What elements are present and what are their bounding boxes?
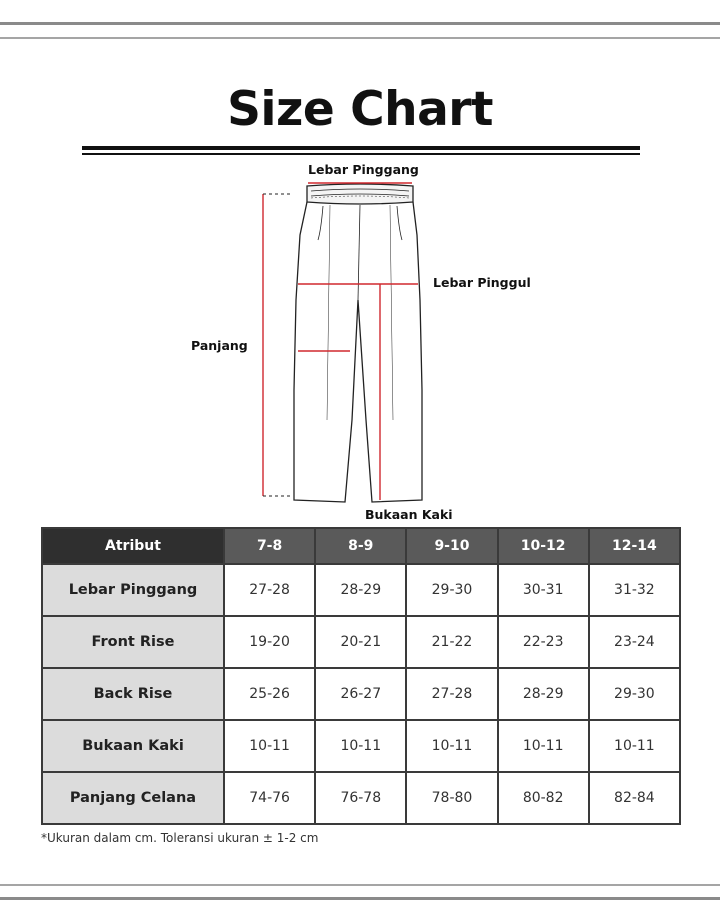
table-cell: 78-80 (406, 772, 497, 824)
measure-lines (263, 183, 418, 500)
table-cell: 19-20 (224, 616, 315, 668)
table-row (42, 772, 680, 824)
table-cell: 26-27 (315, 668, 406, 720)
size-header: 9-10 (406, 528, 497, 564)
leg-opening-label: Bukaan Kaki (365, 507, 453, 522)
table-cell: 76-78 (315, 772, 406, 824)
table-cell: 22-23 (498, 616, 589, 668)
table-cell: 20-21 (315, 616, 406, 668)
waist-label: Lebar Pinggang (308, 162, 419, 177)
row-label: Back Rise (42, 668, 224, 720)
length-label: Panjang (191, 338, 248, 353)
pants-outline (294, 184, 422, 502)
table-cell: 10-11 (498, 720, 589, 772)
table-cell: 25-26 (224, 668, 315, 720)
table-cell: 74-76 (224, 772, 315, 824)
table-cell: 28-29 (315, 564, 406, 616)
table-cell: 29-30 (589, 668, 680, 720)
table-cell: 10-11 (589, 720, 680, 772)
row-label: Bukaan Kaki (42, 720, 224, 772)
table-cell: 10-11 (224, 720, 315, 772)
row-label: Lebar Pinggang (42, 564, 224, 616)
size-table (41, 527, 681, 825)
table-cell: 10-11 (315, 720, 406, 772)
size-header: 8-9 (315, 528, 406, 564)
size-header: 7-8 (224, 528, 315, 564)
size-header: 12-14 (589, 528, 680, 564)
table-cell: 82-84 (589, 772, 680, 824)
table-row (42, 720, 680, 772)
frame-bottom-line-inner (0, 884, 720, 886)
size-header: 10-12 (498, 528, 589, 564)
table-cell: 10-11 (406, 720, 497, 772)
row-label: Front Rise (42, 616, 224, 668)
attribute-header: Atribut (42, 528, 224, 564)
table-cell: 27-28 (406, 668, 497, 720)
hip-label: Lebar Pinggul (433, 275, 531, 290)
table-cell: 30-31 (498, 564, 589, 616)
table-row (42, 668, 680, 720)
table-cell: 29-30 (406, 564, 497, 616)
table-cell: 28-29 (498, 668, 589, 720)
table-header-row (42, 528, 680, 564)
tolerance-note: *Ukuran dalam cm. Toleransi ukuran ± 1-2 cm (41, 831, 319, 845)
frame-bottom-line-outer (0, 897, 720, 900)
table-row (42, 564, 680, 616)
table-cell: 21-22 (406, 616, 497, 668)
table-row (42, 616, 680, 668)
table-cell: 27-28 (224, 564, 315, 616)
table-cell: 31-32 (589, 564, 680, 616)
page-title: Size Chart (227, 82, 493, 137)
row-label: Panjang Celana (42, 772, 224, 824)
table-cell: 23-24 (589, 616, 680, 668)
table-cell: 80-82 (498, 772, 589, 824)
